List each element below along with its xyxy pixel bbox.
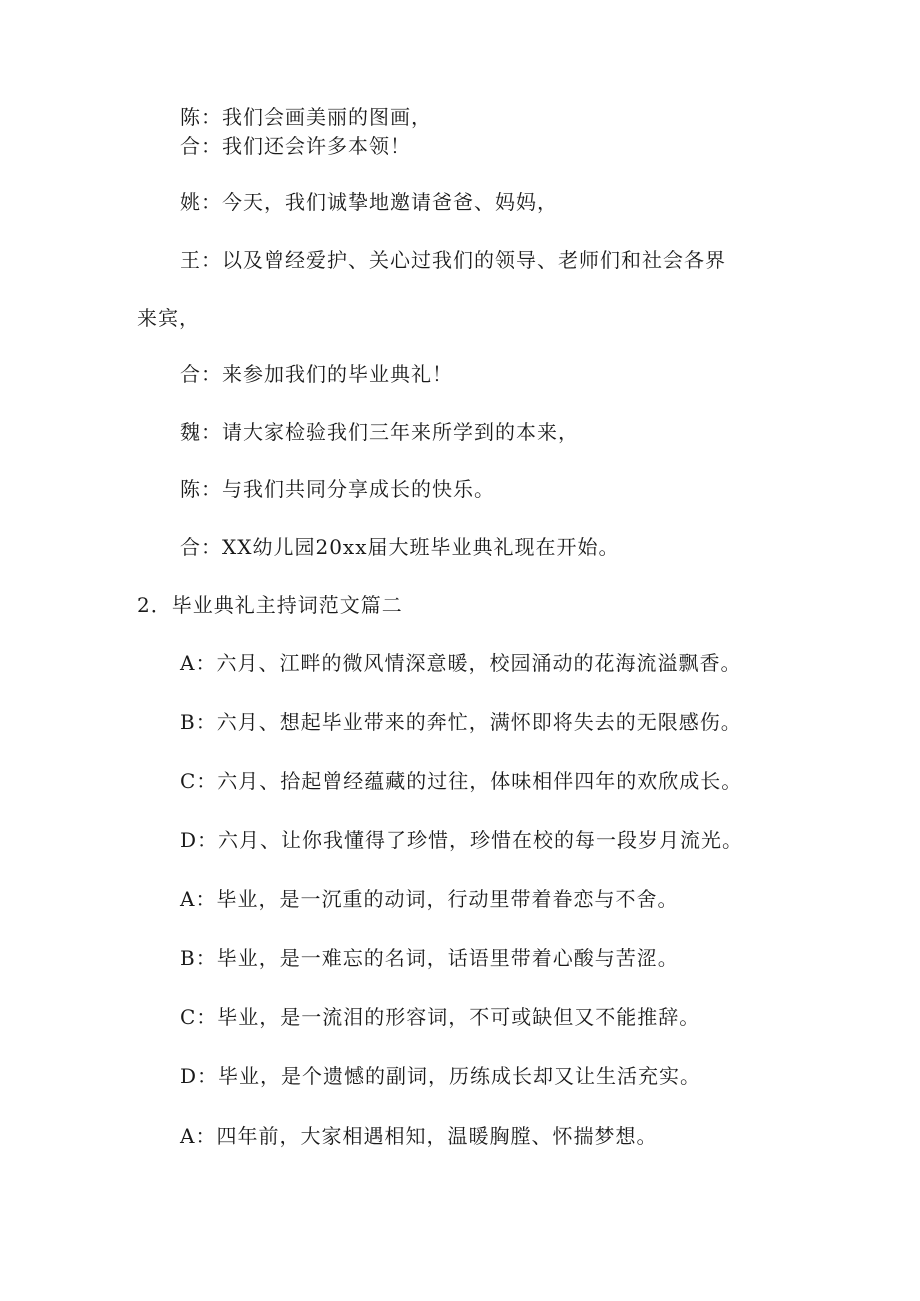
dialogue-line: 合：XX幼儿园20xx届大班毕业典礼现在开始。 bbox=[180, 535, 620, 559]
dialogue-line: 合：我们还会许多本领！ bbox=[180, 134, 411, 158]
dialogue-line-continuation: 来宾， bbox=[137, 306, 200, 330]
dialogue-line: C：毕业，是一流泪的形容词，不可或缺但又不能推辞。 bbox=[180, 1005, 701, 1029]
dialogue-line: 王：以及曾经爱护、关心过我们的领导、老师们和社会各界 bbox=[180, 248, 726, 272]
section-heading: 2．毕业典礼主持词范文篇二 bbox=[137, 593, 403, 617]
dialogue-line: 陈：与我们共同分享成长的快乐。 bbox=[180, 477, 495, 501]
dialogue-line: B：毕业，是一难忘的名词，话语里带着心酸与苦涩。 bbox=[180, 946, 679, 970]
dialogue-line: D：毕业，是个遗憾的副词，历练成长却又让生活充实。 bbox=[180, 1064, 702, 1088]
dialogue-line: 合：来参加我们的毕业典礼！ bbox=[180, 362, 453, 386]
dialogue-line: B：六月、想起毕业带来的奔忙，满怀即将失去的无限感伤。 bbox=[180, 710, 742, 734]
dialogue-line: A：四年前，大家相遇相知，温暖胸膛、怀揣梦想。 bbox=[180, 1124, 658, 1148]
dialogue-line: 陈：我们会画美丽的图画， bbox=[180, 105, 432, 129]
dialogue-line: 魏：请大家检验我们三年来所学到的本来， bbox=[180, 420, 579, 444]
dialogue-line: 姚：今天，我们诚挚地邀请爸爸、妈妈， bbox=[180, 190, 558, 214]
dialogue-line: D：六月、让你我懂得了珍惜，珍惜在校的每一段岁月流光。 bbox=[180, 828, 744, 852]
dialogue-line: C：六月、拾起曾经蕴藏的过往，体味相伴四年的欢欣成长。 bbox=[180, 769, 743, 793]
dialogue-line: A：毕业，是一沉重的动词，行动里带着眷恋与不舍。 bbox=[180, 887, 679, 911]
dialogue-line: A：六月、江畔的微风情深意暖，校园涌动的花海流溢飘香。 bbox=[180, 651, 742, 675]
